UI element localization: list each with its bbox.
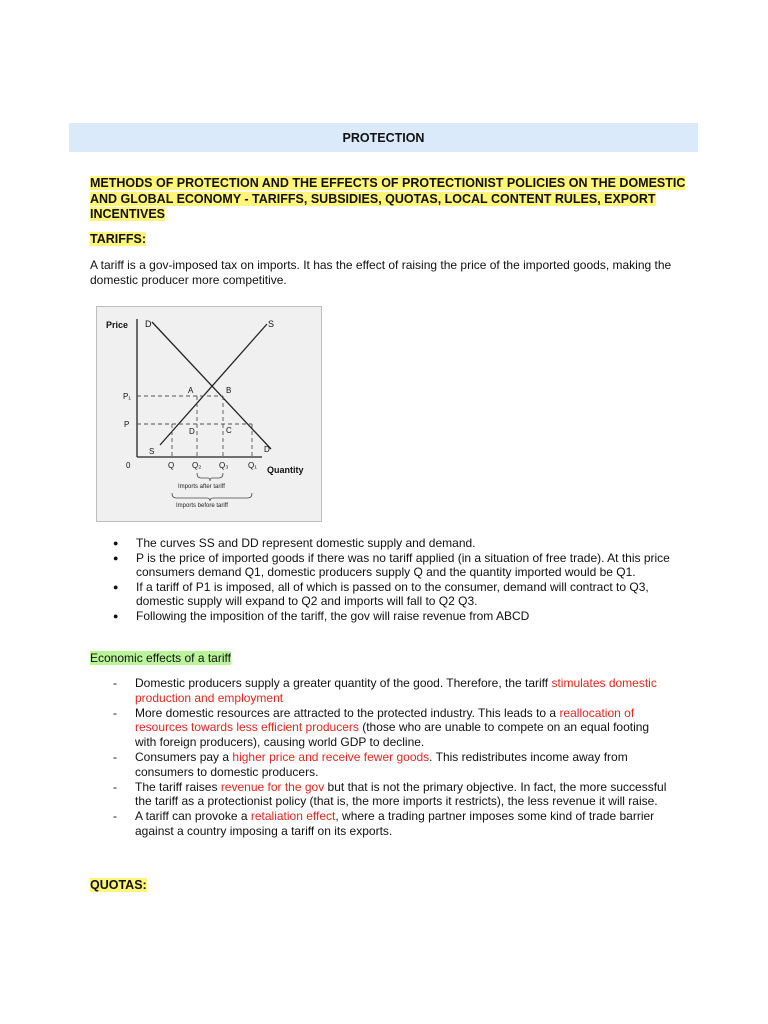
tariffs-heading-text: TARIFFS: bbox=[90, 232, 147, 246]
point-d-label: D bbox=[189, 427, 195, 436]
list-item: ● If a tariff of P1 is imposed, all of which is passed on to the consumer, demand will contract to Q3, domestic supply will expand to Q2 and imports will fall to Q2 Q3. bbox=[113, 580, 683, 609]
effects-heading-text: Economic effects of a tariff bbox=[90, 651, 231, 665]
imports-after-tariff-label: Imports after tariff bbox=[178, 484, 225, 490]
y-axis-label: Price bbox=[106, 320, 129, 330]
section-subtitle bbox=[90, 176, 690, 223]
demand-curve bbox=[152, 322, 271, 449]
supply-top-label: S bbox=[268, 319, 275, 329]
list-item: ● P is the price of imported goods if there was no tariff applied (in a situation of free trade). At this price consumers demand Q1, domestic producers supply Q and the quantity imported would be Q1. bbox=[113, 551, 683, 580]
demand-bottom-label: D bbox=[264, 445, 270, 454]
imports-before-brace bbox=[172, 493, 252, 501]
imports-before-tariff-label: Imports before tariff bbox=[176, 503, 228, 509]
list-item: - The tariff raises revenue for the gov but that is not the primary objective. In fact, the more successful the tariff as a protectionist policy (that is, the more imports it restricts), the less revenue it will raise. bbox=[113, 780, 673, 810]
list-item: ● Following the imposition of the tariff, the gov will raise revenue from ABCD bbox=[113, 609, 683, 624]
point-c-label: C bbox=[226, 426, 232, 435]
effects-heading bbox=[90, 651, 231, 665]
list-item: - Domestic producers supply a greater quantity of the good. Therefore, the tariff stimulates domestic production and employment bbox=[113, 676, 673, 706]
subtitle-text: METHODS OF PROTECTION AND THE EFFECTS OF PROTECTIONIST POLICIES ON THE DOMESTIC AND GLOBAL ECONOMY - TARIFFS, SUBSIDIES, QUOTAS, LOCAL CONTENT RULES, EXPORT INCENTIVES bbox=[90, 176, 686, 221]
title-bar bbox=[69, 123, 698, 152]
tariffs-heading bbox=[90, 232, 146, 246]
list-item: - Consumers pay a higher price and receive fewer goods. This redistributes income away from consumers to domestic producers. bbox=[113, 750, 673, 780]
origin-label: 0 bbox=[126, 461, 131, 470]
page-title: PROTECTION bbox=[342, 130, 425, 145]
list-item: - A tariff can provoke a retaliation effect, where a trading partner imposes some kind of trade barrier against a country imposing a tariff on its exports. bbox=[113, 809, 673, 839]
p-label: P bbox=[124, 420, 130, 429]
quotas-heading-text: QUOTAS: bbox=[90, 878, 147, 892]
x-axis-label: Quantity bbox=[267, 465, 304, 475]
list-item: - More domestic resources are attracted to the protected industry. This leads to a reallocation of resources towards less efficient producers (those who are unable to compete on an equal footing with foreign producers), causing world GDP to decline. bbox=[113, 706, 673, 750]
q-label: Q bbox=[168, 461, 175, 470]
q1-label: Q₁ bbox=[248, 461, 257, 470]
q2-label: Q₂ bbox=[192, 461, 202, 470]
effects-list bbox=[113, 676, 673, 839]
point-b-label: B bbox=[226, 386, 232, 395]
tariff-diagram bbox=[96, 306, 322, 522]
demand-top-label: D bbox=[145, 319, 152, 329]
p1-label: P₁ bbox=[123, 392, 132, 401]
diagram-explanation-list bbox=[113, 536, 683, 623]
supply-bottom-label: S bbox=[149, 447, 155, 456]
quotas-heading bbox=[90, 878, 147, 892]
tariff-intro-paragraph: A tariff is a gov-imposed tax on imports. It has the effect of raising the price of the imported goods, making the domestic producer more competitive. bbox=[90, 258, 672, 287]
point-a-label: A bbox=[188, 386, 194, 395]
imports-after-brace bbox=[197, 473, 223, 481]
q3-label: Q₃ bbox=[219, 461, 229, 470]
tariff-diagram-svg bbox=[97, 307, 321, 521]
list-item: ● The curves SS and DD represent domestic supply and demand. bbox=[113, 536, 683, 551]
